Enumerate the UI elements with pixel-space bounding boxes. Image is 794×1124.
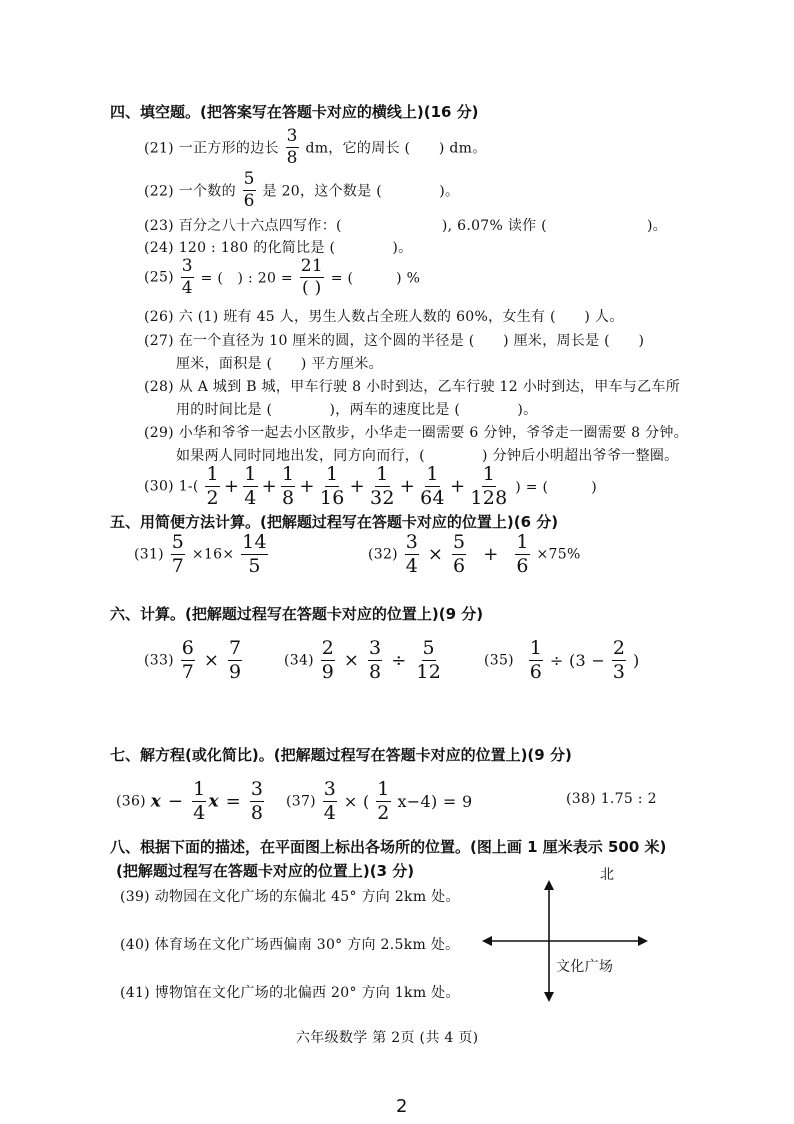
question-38: (38) 1.75 : 2: [566, 791, 657, 807]
section-5-title: 五、用简便方法计算。(把解题过程写在答题卡对应的位置上)(6 分): [110, 513, 559, 531]
q30-text-b: ) = ( ): [515, 479, 597, 496]
page-number: 2: [396, 1096, 408, 1117]
q35-operator: ÷ (3 −: [549, 651, 606, 670]
q37-operator-1: × (: [343, 792, 370, 811]
q36-operator-2: =: [225, 791, 242, 812]
question-28-line2: 用的时间比是 ( )，两车的速度比是 ( )。: [176, 402, 538, 418]
question-24: (24) 120 : 180 的化简比是 ( )。: [144, 240, 413, 256]
q31-fraction-1: $\frac{5}{7}$: [171, 531, 185, 577]
q33-fraction-2: $\frac{7}{9}$: [229, 637, 242, 683]
q32-operator-3: ×75%: [536, 546, 581, 563]
west-arrow: [482, 936, 492, 946]
question-37: [286, 780, 472, 823]
q37-fraction-2: $\frac{1}{2}$: [377, 778, 390, 824]
south-arrow: [544, 992, 554, 1002]
page-footer: 六年级数学 第 2页 (共 4 页): [296, 1030, 479, 1046]
section-6-title: 六、计算。(把解题过程写在答题卡对应的位置上)(9 分): [110, 605, 484, 623]
q32-operator-2: +: [483, 544, 499, 565]
q30-fraction: $\frac{1}{64}$: [420, 463, 445, 509]
question-36: [116, 780, 266, 823]
q36-fraction-2: $\frac{3}{8}$: [250, 778, 264, 824]
q30-plus: +: [399, 476, 416, 497]
question-29-line1: (29) 小华和爷爷一起去小区散步，小华走一圈需要 6 分钟，爷爷走一圈需要 8 分钟。: [144, 425, 689, 441]
q37-label: (37): [286, 793, 316, 810]
section-8-subtitle: (把解题过程写在答题卡对应的位置上)(3 分): [116, 862, 415, 880]
q36-variable-1: x: [150, 791, 162, 812]
question-35: [484, 639, 640, 682]
question-34: [284, 639, 444, 682]
north-label: 北: [600, 867, 615, 883]
q34-fraction-3: $\frac{5}{12}$: [416, 637, 442, 683]
q36-operator-1: −: [167, 791, 184, 812]
compass-axes: [482, 880, 648, 1002]
q35-close-paren: ): [633, 651, 640, 670]
q35-fraction-2: $\frac{2}{3}$: [612, 637, 626, 683]
q30-fraction: $\frac{1}{128}$: [470, 463, 508, 509]
question-27-line2: 厘米，面积是 ( ) 平方厘米。: [176, 356, 383, 372]
question-30: [144, 465, 597, 508]
q34-fraction-2: $\frac{3}{8}$: [369, 637, 382, 683]
q30-fraction: $\frac{1}{2}$: [206, 463, 219, 509]
q31-fraction-2: $\frac{14}{5}$: [242, 531, 267, 577]
q30-fraction: $\frac{1}{8}$: [282, 463, 295, 509]
question-31: [134, 533, 270, 576]
section-8-title: 八、根据下面的描述，在平面图上标出各场所的位置。(图上画 1 厘米表示 500 米): [110, 838, 667, 856]
q34-operator-2: ÷: [391, 650, 407, 671]
q30-plus: +: [349, 476, 365, 497]
question-39: (39) 动物园在文化广场的东偏北 45° 方向 2km 处。: [120, 889, 460, 905]
q33-operator: ×: [203, 650, 220, 671]
q25-text-b: = ( ) : 20 =: [200, 270, 293, 287]
q33-fraction-1: $\frac{6}{7}$: [181, 637, 195, 683]
q30-fraction-series: [203, 463, 510, 509]
q30-fraction: $\frac{1}{16}$: [319, 463, 345, 509]
question-26: (26) 六 (1) 班有 45 人，男生人数占全班人数的 60%，女生有 ( ) 人。: [144, 309, 624, 325]
q30-plus: +: [261, 476, 278, 497]
q36-variable-2: x: [208, 791, 219, 812]
question-28-line1: (28) 从 A 城到 B 城，甲车行驶 8 小时到达，乙车行驶 12 小时到达，甲车与乙车所: [144, 379, 681, 395]
q32-fraction-1: $\frac{3}{4}$: [405, 531, 419, 577]
north-arrow: [544, 880, 554, 890]
q22-text-a: (22) 一个数的: [144, 183, 236, 200]
q35-fraction-1: $\frac{1}{6}$: [529, 637, 543, 683]
question-32: [368, 533, 581, 576]
q31-label: (31): [134, 546, 164, 563]
q25-text-c: = ( ) %: [330, 270, 421, 287]
q33-label: (33): [144, 652, 174, 669]
q22-fraction: $\frac{5}{6}$: [243, 169, 255, 211]
q21-text-b: dm，它的周长 ( ) dm。: [305, 140, 487, 157]
center-label: 文化广场: [556, 959, 614, 975]
q30-fraction: $\frac{1}{4}$: [244, 463, 257, 509]
question-29-line2: 如果两人同时同地出发，同方向而行，( ) 分钟后小明超出爷爷一整圈。: [176, 448, 679, 464]
q30-plus: +: [449, 476, 466, 497]
q34-operator-1: ×: [343, 650, 360, 671]
q36-label: (36): [116, 793, 146, 810]
q36-fraction-1: $\frac{1}{4}$: [193, 778, 206, 824]
q34-fraction-1: $\frac{2}{9}$: [321, 637, 335, 683]
question-33: [144, 639, 244, 682]
q32-label: (32): [368, 546, 398, 563]
question-23: (23) 百分之八十六点四写作：( ), 6.07% 读作 ( )。: [144, 218, 668, 234]
q25-label: (25): [144, 269, 174, 286]
question-41: (41) 博物馆在文化广场的北偏西 20° 方向 1km 处。: [120, 985, 460, 1001]
q30-plus: +: [299, 476, 315, 497]
section-7-title: 七、解方程(或化简比)。(把解题过程写在答题卡对应的位置上)(9 分): [110, 746, 572, 764]
q32-fraction-2: $\frac{5}{6}$: [453, 531, 466, 577]
q30-text-a: (30) 1-(: [144, 478, 199, 495]
q31-operator: ×16×: [191, 546, 235, 563]
q37-operator-2: x−4) = 9: [397, 792, 473, 811]
q21-text-a: (21) 一正方形的边长: [144, 140, 279, 157]
east-arrow: [638, 936, 648, 946]
q37-fraction-1: $\frac{3}{4}$: [323, 778, 337, 824]
question-27-line1: (27) 在一个直径为 10 厘米的圆，这个圆的半径是 ( ) 厘米，周长是 ( ): [144, 333, 645, 349]
q21-fraction: $\frac{3}{8}$: [286, 126, 298, 168]
question-40: (40) 体育场在文化广场西偏南 30° 方向 2.5km 处。: [120, 937, 460, 953]
q22-text-b: 是 20，这个数是 ( )。: [262, 183, 460, 200]
q30-plus: +: [223, 476, 240, 497]
q25-fraction-1: $\frac{3}{4}$: [181, 256, 193, 298]
q25-fraction-2: $\frac{21}{( )}$: [300, 256, 323, 298]
q34-label: (34): [284, 652, 314, 669]
q32-operator-1: ×: [427, 544, 444, 565]
question-22: [144, 171, 459, 210]
question-25: [144, 258, 420, 297]
question-21: [144, 128, 487, 167]
q32-fraction-3: $\frac{1}{6}$: [516, 531, 529, 577]
section-4-title: 四、填空题。(把答案写在答题卡对应的横线上)(16 分): [110, 103, 479, 121]
q30-fraction: $\frac{1}{32}$: [369, 463, 395, 509]
q35-label: (35): [484, 652, 514, 669]
